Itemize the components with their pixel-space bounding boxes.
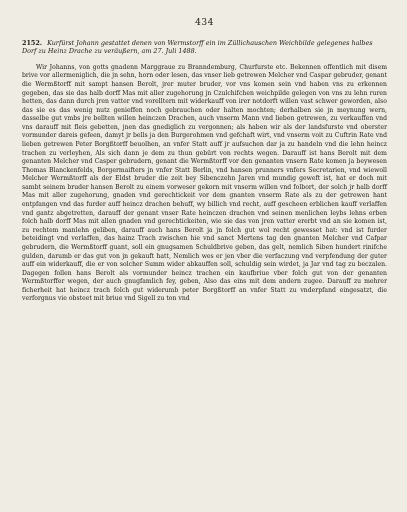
document-heading <box>22 39 385 56</box>
document-body: Wir Johanns, von gotts gnadenn Marggraue zu Branndemburg, Churfurste etc. Bekennen offentlich mit disem brive vor allermeniglich, die jn sehn, horn oder lesen, das vnser lieb getrewen Melcher vnd Caspar gebruder, genant die Wermßtorff mit sampt hansen Berolt, jrer muter bruder, vor vns komen sein vnd haben vns zu erkennen gegeben, das sie das halb dorff Mas mit aller zugehorung jn Czulchifchen weichpilde gelegen von vns zu lehn ruren hetten, das dann durch jren vatter vnd vorelltern mit widerkauff von irer notdorft willen vast schwer geworden, also das sie es das wenig nutz genieffen noch gebrauchen oder halten mochten; derhalben sie jn meynung wern, dasselbe gut vmbs jre bellten willen heinczen Drachen, auch vnserm Mann vnd lieben getrewen, zu verkauffen vnd vns darauff mit fleis gebetten, jnen das gnediglich zu vergonnen; als haben wir als der landsfurste vnd oberster vormunder dareis gefeen, damyt jr bells ja den Burgerohmen vnd gefchaft wirt, vnd vnserm voit zu Cuftrin Rate vnd lieben getrewen Peter Borgßtorff beuolhen, an vnfer Statt auff jr aufsuchen dar ja zu handeln vnd die lehn heincz trachen zu verleyhen, Als sich dann je dem zu thun gebürt von rechts wegen. Darauff ist hans Berolt mit dem genanten Melcher vnd Casper gebrudern, genant die Wermßtorff vor den genanten vnsern Rate komen ja beywesen Thomas Blanckenfelds, Borgermaifters jn vnfer Statt Berlin, vnd hansen prunners vnfers Secretarien, vnd wiewoll Melcher Wermßtorff als der Eldst bruder die zeit bey Sibenczehn Jaren vnd mundig geweft ist, hat er doch mit sambt seinem bruder hansen Berolt zu einem vorweser gekorn mit vnserm willen vnd folbort, der solch jr halb dorff Mas mit aller zugehorung, gnaden vnd gerechtickeit vor dem gnanten vnserm Rate als zu der getrewen hant entpfangen vnd das furder auff heincz drachen behuff, wy billich vnd recht, auff gescheen erblichen kauff verlaffen vnd gantz abgetretten, darauff der genant vnser Rate heinczen drachen vnd seinen menlichen leybs lehns erben folch halb dorff Mas mit allen gnaden vnd gerechtickeiten, wie sie das von jren vatter ererbt vnd an sie komen ist, zu rechtem manlehn geliben, darauff auch hans Berolt ja jn folch gut wol recht gewesset hat: vnd ist furder beteidingt vnd verlaffen, das hainz Trach zwischen hie vnd sanct Mertens tag den gnanten Melcher vnd Cafpar gebrudern, die Wermßtorff guant, soll ein gnugsamen Schuldbrive geben, das gelt, nemlich Siben hundert rinifche gulden, darumb er das gut von jn gekauft hatt, Nemlich wes er jen vber die verfaczung vnd verpfendung der guter auff ein widerkauff, die er von solcher Summ wider abkauffen soll, schuldig sein wirdet, ja Jar vnd tag zu beczalen. Dagegen follen hans Berolt als vormunder heincz trachen ein kaufbriue vber folch gut von der genanten Wermßtorffer wegen, der auch gnugfamlich fey, geben, Also das eins mit dem andern zugee. Darauff zu mehrer ficherheit hat heincz trach folch gut widerumb peter Borgßtorff an vnfer Statt zu vnderpfand eingesatzt, die verforgnus vie obsteet mit briue vnd Sigell zu ton vnd <box>22 63 387 303</box>
entry-number: 2152. <box>22 39 43 47</box>
page-number: 434 <box>195 18 214 28</box>
entry-title: Kurfürst Johann gestattet denen von Wermstorff ein im Züllichauschen Weichbilde gelegenes halbes Dorf zu Heinz Drache zu veräußern, am 27. Juli 1488. <box>22 39 373 56</box>
